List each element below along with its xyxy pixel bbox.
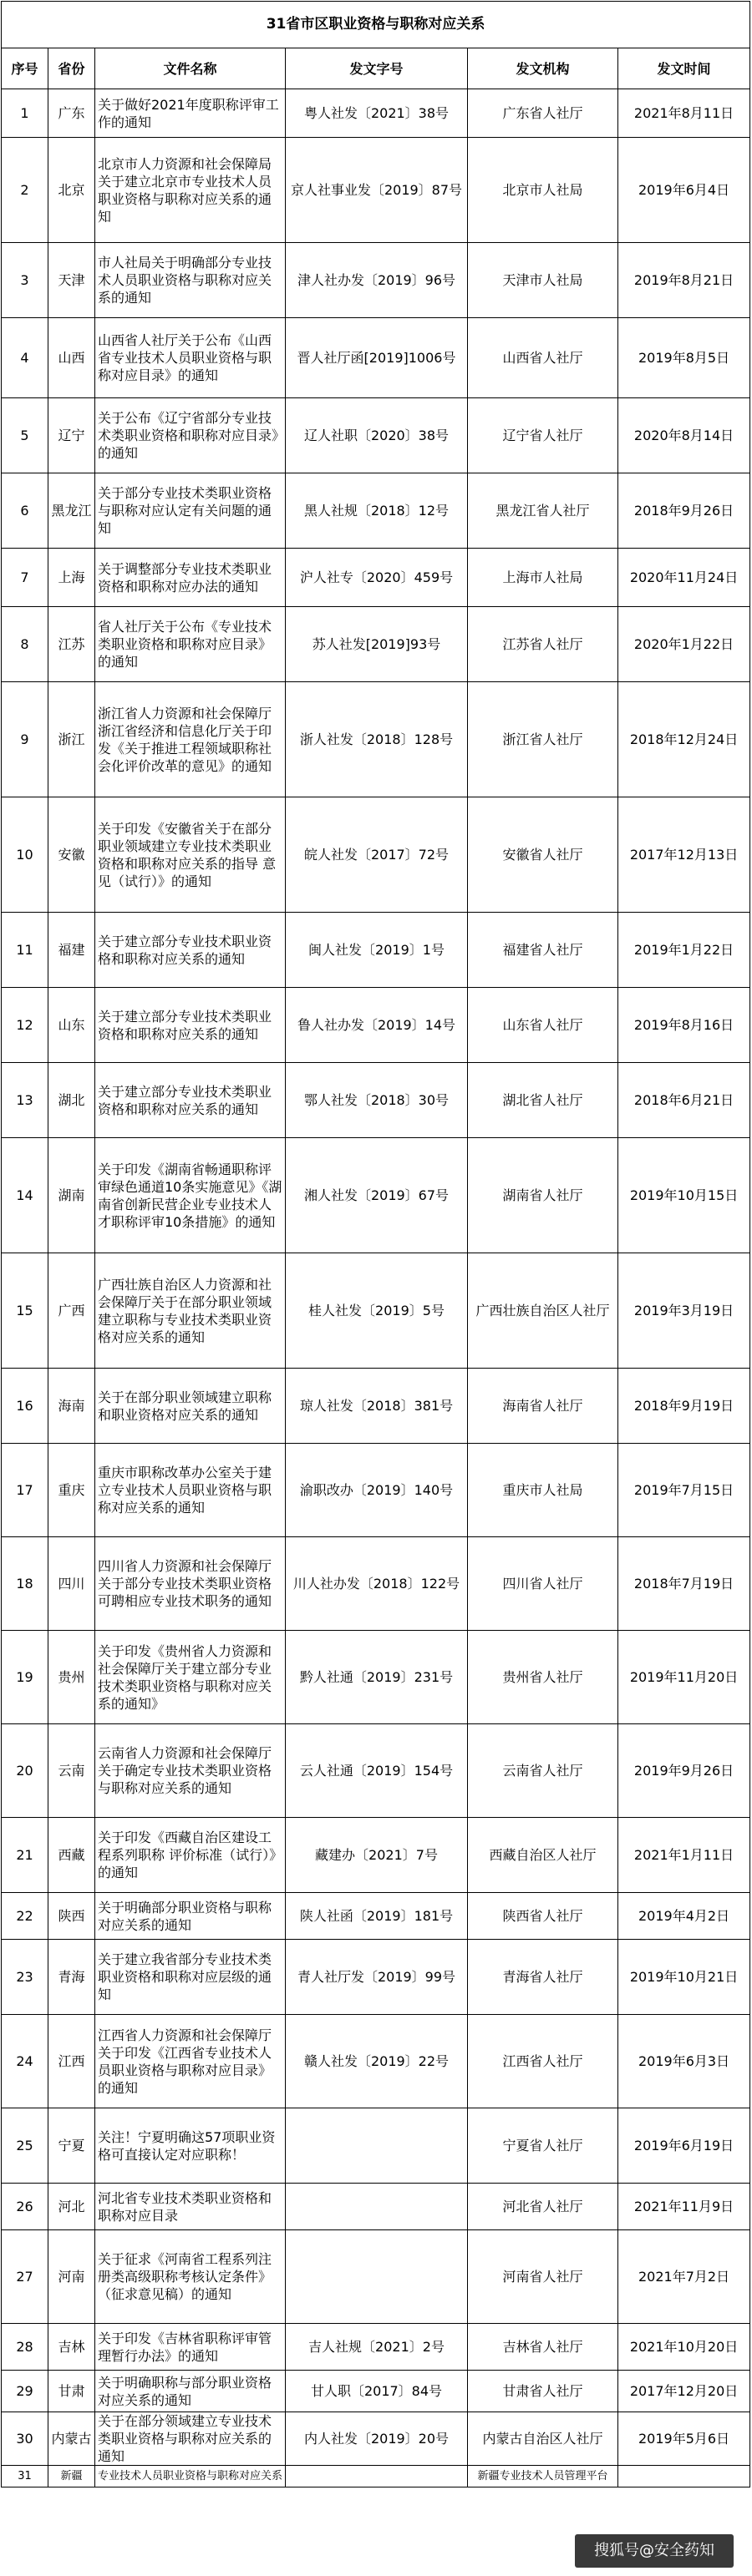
cell-index: 29 (2, 2371, 48, 2412)
cell-index: 12 (2, 988, 48, 1063)
header-issue-date: 发文时间 (618, 48, 750, 89)
header-document-name: 文件名称 (95, 48, 286, 89)
cell-document-number: 藏建办〔2021〕7号 (286, 1818, 468, 1893)
cell-issuing-agency: 北京市人社局 (468, 138, 618, 243)
cell-issue-date: 2019年4月2日 (618, 1893, 750, 1940)
cell-document-number: 黑人社规〔2018〕12号 (286, 473, 468, 549)
cell-index: 4 (2, 318, 48, 398)
cell-index: 26 (2, 2184, 48, 2230)
cell-issuing-agency: 河南省人社厅 (468, 2230, 618, 2324)
cell-province: 湖北 (48, 1063, 95, 1138)
cell-document-number: 桂人社发〔2019〕5号 (286, 1253, 468, 1369)
cell-issuing-agency: 浙江省人社厅 (468, 682, 618, 797)
cell-document-number: 云人社通〔2019〕154号 (286, 1724, 468, 1818)
header-issuing-agency: 发文机构 (468, 48, 618, 89)
cell-index: 13 (2, 1063, 48, 1138)
cell-document-name: 北京市人力资源和社会保障局关于建立北京市专业技术人员职业资格与职称对应关系的通知 (95, 138, 286, 243)
cell-document-name: 关于在部分职业领域建立职称和职业资格对应关系的通知 (95, 1369, 286, 1444)
cell-document-name: 浙江省人力资源和社会保障厅 浙江省经济和信息化厅关于印发《关于推进工程领域职称社会化评价改革的意见》的通知 (95, 682, 286, 797)
table-row (2, 549, 750, 607)
table-row (2, 2371, 750, 2412)
cell-issuing-agency: 广西壮族自治区人社厅 (468, 1253, 618, 1369)
cell-document-name: 关于做好2021年度职称评审工作的通知 (95, 89, 286, 138)
cell-document-name: 关于调整部分专业技术类职业资格和职称对应办法的通知 (95, 549, 286, 607)
table-row (2, 2230, 750, 2324)
cell-index: 7 (2, 549, 48, 607)
cell-index: 10 (2, 797, 48, 913)
cell-document-name: 关注！宁夏明确这57项职业资格可直接认定对应职称！ (95, 2108, 286, 2184)
cell-index: 3 (2, 243, 48, 318)
table-row (2, 1940, 750, 2015)
cell-document-name: 山西省人社厅关于公布《山西省专业技术人员职业资格与职称对应目录》的通知 (95, 318, 286, 398)
watermark: 搜狐号@安全药知 (575, 2534, 734, 2568)
table-row (2, 1369, 750, 1444)
cell-issuing-agency: 安徽省人社厅 (468, 797, 618, 913)
cell-issue-date: 2017年12月20日 (618, 2371, 750, 2412)
cell-document-name: 广西壮族自治区人力资源和社会保障厅关于在部分职业领域建立职称与专业技术类职业资格对应关系的通知 (95, 1253, 286, 1369)
cell-issuing-agency: 新疆专业技术人员管理平台 (468, 2466, 618, 2487)
cell-document-number: 晋人社厅函[2019]1006号 (286, 318, 468, 398)
cell-document-number: 鲁人社办发〔2019〕14号 (286, 988, 468, 1063)
cell-index: 16 (2, 1369, 48, 1444)
cell-document-number: 川人社办发〔2018〕122号 (286, 1537, 468, 1631)
cell-issue-date: 2021年10月20日 (618, 2324, 750, 2371)
cell-index: 2 (2, 138, 48, 243)
cell-issuing-agency: 吉林省人社厅 (468, 2324, 618, 2371)
cell-index: 1 (2, 89, 48, 138)
cell-issuing-agency: 湖南省人社厅 (468, 1138, 618, 1253)
cell-index: 5 (2, 398, 48, 473)
table-row (2, 138, 750, 243)
cell-issue-date: 2021年11月9日 (618, 2184, 750, 2230)
cell-issue-date: 2019年11月20日 (618, 1631, 750, 1724)
table-row (2, 2015, 750, 2108)
table-row (2, 607, 750, 682)
cell-issue-date: 2020年8月14日 (618, 398, 750, 473)
cell-index: 28 (2, 2324, 48, 2371)
cell-document-name: 关于建立我省部分专业技术类职业资格和职称对应层级的通知 (95, 1940, 286, 2015)
cell-document-name: 关于在部分领域建立专业技术类职业资格与职称对应关系的通知 (95, 2412, 286, 2466)
cell-issue-date: 2017年12月13日 (618, 797, 750, 913)
cell-province: 山西 (48, 318, 95, 398)
cell-document-number: 湘人社发〔2019〕67号 (286, 1138, 468, 1253)
cell-index: 22 (2, 1893, 48, 1940)
cell-document-number: 闽人社发〔2019〕1号 (286, 913, 468, 988)
cell-issue-date: 2018年7月19日 (618, 1537, 750, 1631)
cell-issuing-agency: 陕西省人社厅 (468, 1893, 618, 1940)
cell-document-name: 关于印发《西藏自治区建设工程系列职称 评价标准（试行）》的通知 (95, 1818, 286, 1893)
table-body (2, 89, 750, 2487)
header-province: 省份 (48, 48, 95, 89)
cell-document-number: 赣人社发〔2019〕22号 (286, 2015, 468, 2108)
cell-province: 宁夏 (48, 2108, 95, 2184)
cell-index: 18 (2, 1537, 48, 1631)
cell-issue-date: 2019年1月22日 (618, 913, 750, 988)
cell-document-number: 辽人社职〔2020〕38号 (286, 398, 468, 473)
table-row (2, 2466, 750, 2487)
cell-issue-date: 2019年7月15日 (618, 1444, 750, 1537)
cell-issue-date: 2019年6月4日 (618, 138, 750, 243)
table-row (2, 1253, 750, 1369)
cell-document-name: 专业技术人员职业资格与职称对应关系 (95, 2466, 286, 2487)
cell-document-name: 关于印发《贵州省人力资源和社会保障厅关于建立部分专业技术类职业资格与职称对应关系的通知》 (95, 1631, 286, 1724)
cell-issuing-agency: 贵州省人社厅 (468, 1631, 618, 1724)
cell-issue-date: 2019年8月16日 (618, 988, 750, 1063)
cell-issue-date: 2019年6月19日 (618, 2108, 750, 2184)
cell-document-name: 关于印发《安徽省关于在部分职业领域建立专业技术类职业资格和职称对应关系的指导 意见（试行）》的通知 (95, 797, 286, 913)
cell-document-number: 沪人社专〔2020〕459号 (286, 549, 468, 607)
cell-document-number (286, 2184, 468, 2230)
cell-province: 内蒙古 (48, 2412, 95, 2466)
cell-issue-date: 2019年8月21日 (618, 243, 750, 318)
cell-issuing-agency: 上海市人社局 (468, 549, 618, 607)
cell-index: 21 (2, 1818, 48, 1893)
cell-issue-date: 2021年1月11日 (618, 1818, 750, 1893)
cell-index: 15 (2, 1253, 48, 1369)
cell-document-name: 关于明确职称与部分职业资格对应关系的通知 (95, 2371, 286, 2412)
cell-document-number: 津人社办发〔2019〕96号 (286, 243, 468, 318)
header-row (2, 48, 750, 89)
cell-document-number (286, 2230, 468, 2324)
cell-issuing-agency: 海南省人社厅 (468, 1369, 618, 1444)
cell-issue-date: 2021年8月11日 (618, 89, 750, 138)
cell-issuing-agency: 天津市人社局 (468, 243, 618, 318)
table-row (2, 89, 750, 138)
cell-issuing-agency: 湖北省人社厅 (468, 1063, 618, 1138)
document-sheet (1, 1, 749, 2487)
table-row (2, 1537, 750, 1631)
cell-document-name: 云南省人力资源和社会保障厅关于确定专业技术类职业资格与职称对应关系的通知 (95, 1724, 286, 1818)
cell-province: 甘肃 (48, 2371, 95, 2412)
cell-index: 23 (2, 1940, 48, 2015)
cell-document-number: 粤人社发〔2021〕38号 (286, 89, 468, 138)
table-row (2, 1893, 750, 1940)
cell-province: 河南 (48, 2230, 95, 2324)
cell-issuing-agency: 河北省人社厅 (468, 2184, 618, 2230)
cell-document-name: 关于征求《河南省工程系列注册类高级职称考核认定条件》（征求意见稿）的通知 (95, 2230, 286, 2324)
cell-document-name: 江西省人力资源和社会保障厅关于印发《江西省专业技术人员职业资格与职称对应目录》的通知 (95, 2015, 286, 2108)
cell-document-name: 关于印发《吉林省职称评审管理暂行办法》的通知 (95, 2324, 286, 2371)
cell-document-number: 吉人社规〔2021〕2号 (286, 2324, 468, 2371)
table-row (2, 2412, 750, 2466)
cell-issue-date: 2019年5月6日 (618, 2412, 750, 2466)
cell-issue-date: 2019年9月26日 (618, 1724, 750, 1818)
cell-document-name: 四川省人力资源和社会保障厅关于部分专业技术类职业资格可聘相应专业技术职务的通知 (95, 1537, 286, 1631)
cell-issuing-agency: 重庆市人社局 (468, 1444, 618, 1537)
table-row (2, 318, 750, 398)
cell-document-name: 关于明确部分职业资格与职称对应关系的通知 (95, 1893, 286, 1940)
cell-issue-date: 2018年9月19日 (618, 1369, 750, 1444)
cell-index: 27 (2, 2230, 48, 2324)
cell-document-number (286, 2466, 468, 2487)
cell-document-number: 甘人职〔2017〕84号 (286, 2371, 468, 2412)
cell-province: 浙江 (48, 682, 95, 797)
cell-issuing-agency: 宁夏省人社厅 (468, 2108, 618, 2184)
cell-index: 9 (2, 682, 48, 797)
cell-province: 天津 (48, 243, 95, 318)
cell-index: 25 (2, 2108, 48, 2184)
cell-document-number: 京人社事业发〔2019〕87号 (286, 138, 468, 243)
cell-province: 湖南 (48, 1138, 95, 1253)
cell-document-number: 琼人社发〔2018〕381号 (286, 1369, 468, 1444)
cell-index: 19 (2, 1631, 48, 1724)
table-row (2, 682, 750, 797)
header-index: 序号 (2, 48, 48, 89)
cell-province: 江西 (48, 2015, 95, 2108)
cell-province: 上海 (48, 549, 95, 607)
cell-province: 新疆 (48, 2466, 95, 2487)
cell-province: 黑龙江 (48, 473, 95, 549)
cell-document-number: 内人社发〔2019〕20号 (286, 2412, 468, 2466)
table-row (2, 797, 750, 913)
cell-issue-date: 2018年6月21日 (618, 1063, 750, 1138)
cell-issuing-agency: 广东省人社厅 (468, 89, 618, 138)
cell-index: 11 (2, 913, 48, 988)
cell-issuing-agency: 山东省人社厅 (468, 988, 618, 1063)
cell-document-number (286, 2108, 468, 2184)
cell-issue-date: 2020年1月22日 (618, 607, 750, 682)
cell-document-name: 关于公布《辽宁省部分专业技术类职业资格和职称对应目录》的通知 (95, 398, 286, 473)
cell-province: 山东 (48, 988, 95, 1063)
cell-document-number: 鄂人社发〔2018〕30号 (286, 1063, 468, 1138)
cell-province: 重庆 (48, 1444, 95, 1537)
table-row (2, 988, 750, 1063)
cell-document-name: 关于建立部分专业技术类职业资格和职称对应关系的通知 (95, 1063, 286, 1138)
cell-index: 8 (2, 607, 48, 682)
cell-issue-date: 2019年3月19日 (618, 1253, 750, 1369)
cell-issue-date: 2018年9月26日 (618, 473, 750, 549)
cell-issuing-agency: 江苏省人社厅 (468, 607, 618, 682)
cell-province: 贵州 (48, 1631, 95, 1724)
table-row (2, 2184, 750, 2230)
cell-index: 24 (2, 2015, 48, 2108)
cell-index: 20 (2, 1724, 48, 1818)
cell-index: 6 (2, 473, 48, 549)
table-row (2, 1444, 750, 1537)
cell-issue-date (618, 2466, 750, 2487)
table-row (2, 243, 750, 318)
cell-province: 青海 (48, 1940, 95, 2015)
cell-issue-date: 2019年10月21日 (618, 1940, 750, 2015)
cell-index: 14 (2, 1138, 48, 1253)
table-row (2, 2324, 750, 2371)
cell-province: 海南 (48, 1369, 95, 1444)
cell-issuing-agency: 云南省人社厅 (468, 1724, 618, 1818)
cell-province: 辽宁 (48, 398, 95, 473)
cell-issue-date: 2019年8月5日 (618, 318, 750, 398)
cell-province: 福建 (48, 913, 95, 988)
header-document-number: 发文字号 (286, 48, 468, 89)
cell-document-name: 市人社局关于明确部分专业技术人员职业资格与职称对应关系的通知 (95, 243, 286, 318)
cell-issuing-agency: 辽宁省人社厅 (468, 398, 618, 473)
cell-issuing-agency: 江西省人社厅 (468, 2015, 618, 2108)
cell-issuing-agency: 四川省人社厅 (468, 1537, 618, 1631)
cell-province: 河北 (48, 2184, 95, 2230)
table-row (2, 1818, 750, 1893)
cell-issuing-agency: 西藏自治区人社厅 (468, 1818, 618, 1893)
table-row (2, 398, 750, 473)
cell-document-name: 关于建立部分专业技术类职业资格和职称对应关系的通知 (95, 988, 286, 1063)
cell-document-number: 苏人社发[2019]93号 (286, 607, 468, 682)
cell-document-name: 省人社厅关于公布《专业技术类职业资格和职称对应目录》的通知 (95, 607, 286, 682)
cell-province: 四川 (48, 1537, 95, 1631)
cell-province: 西藏 (48, 1818, 95, 1893)
cell-province: 广西 (48, 1253, 95, 1369)
cell-issue-date: 2019年6月3日 (618, 2015, 750, 2108)
table-row (2, 1631, 750, 1724)
cell-issue-date: 2019年10月15日 (618, 1138, 750, 1253)
cell-document-number: 青人社厅发〔2019〕99号 (286, 1940, 468, 2015)
cell-issuing-agency: 甘肃省人社厅 (468, 2371, 618, 2412)
cell-issuing-agency: 福建省人社厅 (468, 913, 618, 988)
cell-province: 北京 (48, 138, 95, 243)
table-row (2, 1724, 750, 1818)
qualification-table (1, 1, 750, 2487)
cell-province: 吉林 (48, 2324, 95, 2371)
cell-province: 安徽 (48, 797, 95, 913)
cell-issuing-agency: 山西省人社厅 (468, 318, 618, 398)
cell-issue-date: 2021年7月2日 (618, 2230, 750, 2324)
table-row (2, 913, 750, 988)
cell-document-number: 浙人社发〔2018〕128号 (286, 682, 468, 797)
table-title: 31省市区职业资格与职称对应关系 (2, 2, 750, 48)
cell-issue-date: 2018年12月24日 (618, 682, 750, 797)
cell-province: 陕西 (48, 1893, 95, 1940)
cell-province: 江苏 (48, 607, 95, 682)
cell-province: 广东 (48, 89, 95, 138)
cell-province: 云南 (48, 1724, 95, 1818)
cell-document-number: 黔人社通〔2019〕231号 (286, 1631, 468, 1724)
table-row (2, 2108, 750, 2184)
cell-document-name: 关于部分专业技术类职业资格与职称对应认定有关问题的通知 (95, 473, 286, 549)
cell-document-name: 关于建立部分专业技术职业资格和职称对应关系的通知 (95, 913, 286, 988)
cell-issuing-agency: 青海省人社厅 (468, 1940, 618, 2015)
cell-issue-date: 2020年11月24日 (618, 549, 750, 607)
table-row (2, 1138, 750, 1253)
cell-issuing-agency: 内蒙古自治区人社厅 (468, 2412, 618, 2466)
cell-document-name: 关于印发《湖南省畅通职称评审绿色通道10条实施意见》《湖南省创新民营企业专业技术人才职称评审10条措施》的通知 (95, 1138, 286, 1253)
cell-index: 17 (2, 1444, 48, 1537)
cell-document-name: 重庆市职称改革办公室关于建立专业技术人员职业资格与职称对应关系的通知 (95, 1444, 286, 1537)
cell-document-name: 河北省专业技术类职业资格和职称对应目录 (95, 2184, 286, 2230)
table-row (2, 1063, 750, 1138)
table-row (2, 473, 750, 549)
cell-document-number: 皖人社发〔2017〕72号 (286, 797, 468, 913)
cell-document-number: 渝职改办〔2019〕140号 (286, 1444, 468, 1537)
cell-issuing-agency: 黑龙江省人社厅 (468, 473, 618, 549)
cell-index: 31 (2, 2466, 48, 2487)
cell-document-number: 陕人社函〔2019〕181号 (286, 1893, 468, 1940)
cell-index: 30 (2, 2412, 48, 2466)
